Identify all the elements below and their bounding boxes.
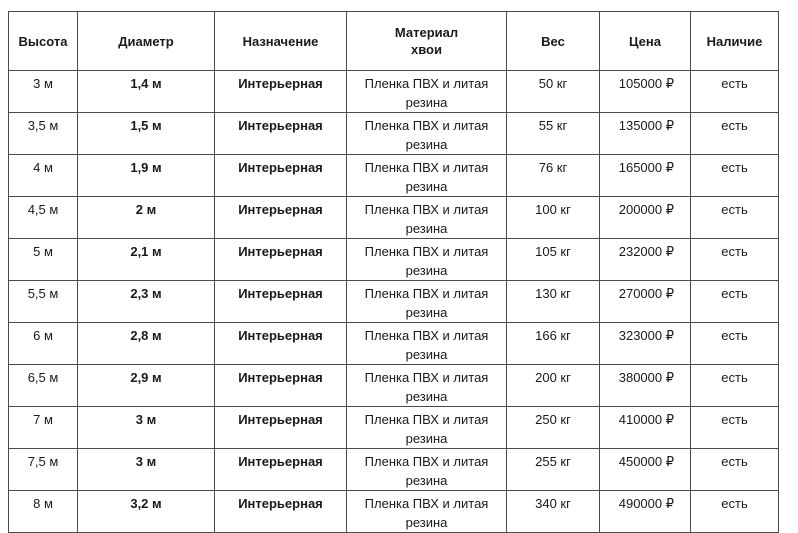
cell-price: 232000 ₽ [600,239,691,281]
cell-diameter: 2,1 м [78,239,215,281]
cell-purpose: Интерьерная [215,323,347,365]
cell-height: 4,5 м [9,197,78,239]
cell-weight: 130 кг [507,281,600,323]
cell-price: 380000 ₽ [600,365,691,407]
cell-price: 270000 ₽ [600,281,691,323]
cell-weight: 340 кг [507,491,600,533]
cell-material [347,155,507,197]
cell-material [347,407,507,449]
cell-material-line2: резина [405,473,448,488]
cell-diameter: 3,2 м [78,491,215,533]
cell-material [347,365,507,407]
header-purpose: Назначение [215,12,347,71]
table-row [9,449,779,491]
table-row [9,71,779,113]
cell-height: 3,5 м [9,113,78,155]
cell-material-line1: Пленка ПВХ и литая [364,76,489,91]
cell-material-line1: Пленка ПВХ и литая [364,286,489,301]
header-diameter: Диаметр [78,12,215,71]
cell-purpose: Интерьерная [215,281,347,323]
cell-material-line1: Пленка ПВХ и литая [364,412,489,427]
cell-diameter: 2,9 м [78,365,215,407]
cell-diameter: 1,4 м [78,71,215,113]
cell-material-line2: резина [405,305,448,320]
cell-material-line1: Пленка ПВХ и литая [364,328,489,343]
cell-height: 6 м [9,323,78,365]
cell-material [347,71,507,113]
cell-material-line1: Пленка ПВХ и литая [364,370,489,385]
cell-material-line1: Пленка ПВХ и литая [364,202,489,217]
price-table-container [8,11,779,533]
cell-material [347,239,507,281]
cell-price: 105000 ₽ [600,71,691,113]
table-row [9,155,779,197]
cell-price: 200000 ₽ [600,197,691,239]
cell-purpose: Интерьерная [215,113,347,155]
cell-weight: 200 кг [507,365,600,407]
cell-price: 165000 ₽ [600,155,691,197]
table-row [9,239,779,281]
cell-material-line2: резина [405,389,448,404]
cell-price: 323000 ₽ [600,323,691,365]
cell-weight: 100 кг [507,197,600,239]
cell-height: 7,5 м [9,449,78,491]
cell-availability: есть [691,491,779,533]
cell-purpose: Интерьерная [215,365,347,407]
cell-purpose: Интерьерная [215,155,347,197]
cell-material [347,491,507,533]
cell-material-line2: резина [405,95,448,110]
cell-material [347,449,507,491]
cell-material-line1: Пленка ПВХ и литая [364,244,489,259]
cell-material [347,323,507,365]
cell-material-line1: Пленка ПВХ и литая [364,496,489,511]
header-material-line2: хвои [411,42,442,57]
table-row [9,197,779,239]
header-material [347,12,507,71]
cell-weight: 255 кг [507,449,600,491]
table-row [9,365,779,407]
cell-diameter: 2,8 м [78,323,215,365]
cell-availability: есть [691,323,779,365]
table-row [9,281,779,323]
cell-weight: 166 кг [507,323,600,365]
cell-material-line2: резина [405,221,448,236]
cell-height: 5 м [9,239,78,281]
cell-diameter: 1,5 м [78,113,215,155]
cell-material-line2: резина [405,179,448,194]
table-row [9,491,779,533]
cell-height: 4 м [9,155,78,197]
table-header-row [9,12,779,71]
header-availability: Наличие [691,12,779,71]
table-row [9,113,779,155]
cell-price: 490000 ₽ [600,491,691,533]
cell-availability: есть [691,155,779,197]
cell-material-line1: Пленка ПВХ и литая [364,160,489,175]
cell-purpose: Интерьерная [215,71,347,113]
table-row [9,323,779,365]
cell-material [347,281,507,323]
cell-availability: есть [691,281,779,323]
cell-height: 7 м [9,407,78,449]
cell-material-line2: резина [405,263,448,278]
header-material-line1: Материал [394,25,459,40]
cell-availability: есть [691,239,779,281]
cell-purpose: Интерьерная [215,197,347,239]
cell-diameter: 2 м [78,197,215,239]
cell-material-line2: резина [405,347,448,362]
cell-diameter: 3 м [78,407,215,449]
cell-availability: есть [691,449,779,491]
cell-availability: есть [691,71,779,113]
cell-weight: 50 кг [507,71,600,113]
header-height: Высота [9,12,78,71]
price-table [8,11,779,533]
cell-material [347,113,507,155]
cell-weight: 76 кг [507,155,600,197]
cell-weight: 55 кг [507,113,600,155]
cell-price: 410000 ₽ [600,407,691,449]
cell-diameter: 3 м [78,449,215,491]
cell-price: 135000 ₽ [600,113,691,155]
table-row [9,407,779,449]
cell-height: 6,5 м [9,365,78,407]
cell-purpose: Интерьерная [215,449,347,491]
cell-purpose: Интерьерная [215,239,347,281]
cell-weight: 105 кг [507,239,600,281]
cell-availability: есть [691,407,779,449]
cell-height: 5,5 м [9,281,78,323]
cell-purpose: Интерьерная [215,491,347,533]
cell-material [347,197,507,239]
cell-material-line2: резина [405,137,448,152]
cell-material-line1: Пленка ПВХ и литая [364,454,489,469]
cell-material-line2: резина [405,515,448,530]
header-weight: Вес [507,12,600,71]
cell-availability: есть [691,113,779,155]
cell-availability: есть [691,365,779,407]
cell-availability: есть [691,197,779,239]
cell-height: 3 м [9,71,78,113]
header-price: Цена [600,12,691,71]
cell-material-line1: Пленка ПВХ и литая [364,118,489,133]
cell-height: 8 м [9,491,78,533]
cell-diameter: 2,3 м [78,281,215,323]
cell-weight: 250 кг [507,407,600,449]
cell-material-line2: резина [405,431,448,446]
cell-diameter: 1,9 м [78,155,215,197]
cell-purpose: Интерьерная [215,407,347,449]
cell-price: 450000 ₽ [600,449,691,491]
